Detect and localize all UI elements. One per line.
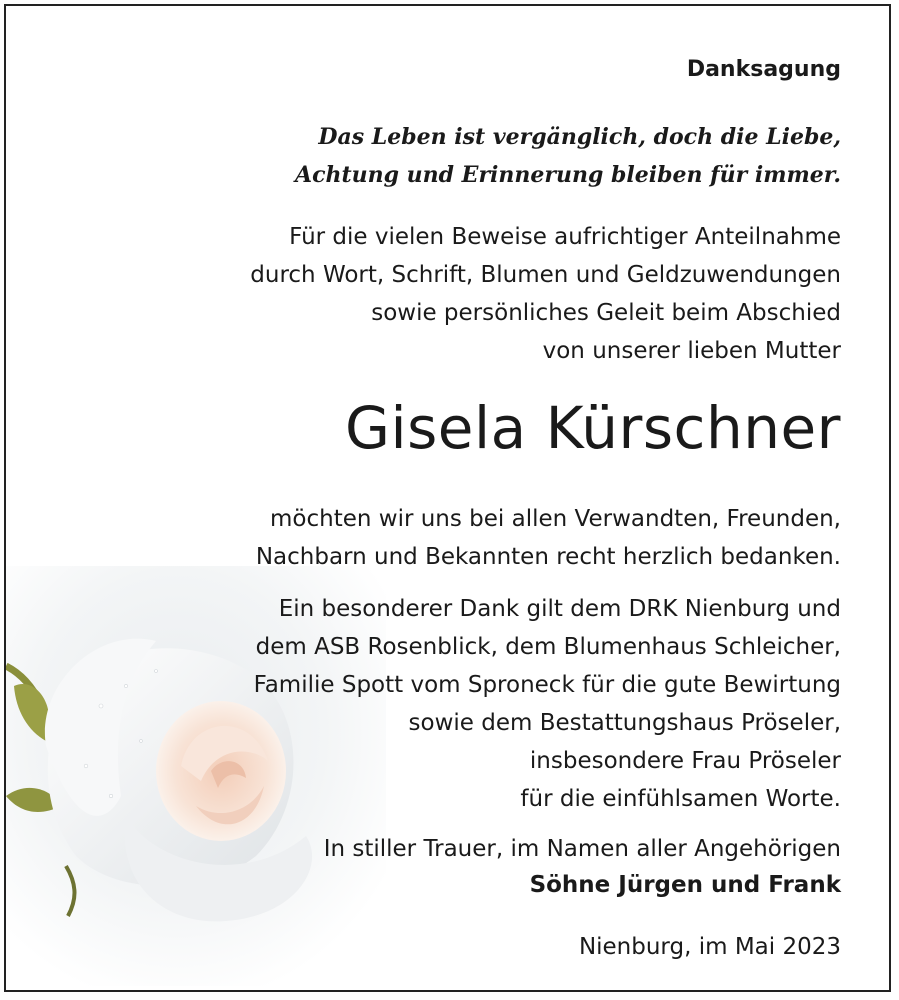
place-date: Nienburg, im Mai 2023 [578,934,841,960]
special-thanks-line: für die einfühlsamen Worte. [520,786,841,812]
special-thanks-line: Familie Spott vom Sproneck für die gute Bewirtung [253,672,841,698]
thanks-line: möchten wir uns bei allen Verwandten, Freunden, [270,506,841,532]
special-thanks-line: Ein besonderer Dank gilt dem DRK Nienburg und [278,596,841,622]
heading: Danksagung [686,57,841,82]
special-thanks-paragraph [254,590,841,818]
intro-line: durch Wort, Schrift, Blumen und Geldzuwendungen [250,262,841,288]
special-thanks-line: insbesondere Frau Pröseler [529,748,841,774]
special-thanks-line: dem ASB Rosenblick, dem Blumenhaus Schleicher, [255,634,841,660]
thanks-paragraph [256,500,841,576]
intro-line: sowie persönliches Geleit beim Abschied [371,300,841,326]
mourning-line: In stiller Trauer, im Namen aller Angehörigen [323,836,841,862]
quote-line: Das Leben ist vergänglich, doch die Liebe, [318,124,841,150]
deceased-name: Gisela Kürschner [345,394,841,462]
memorial-quote [295,118,841,194]
signature: Söhne Jürgen und Frank [529,872,841,898]
intro-line: von unserer lieben Mutter [542,338,841,364]
quote-line: Achtung und Erinnerung bleiben für immer. [295,162,841,188]
intro-paragraph [250,218,841,370]
thanks-line: Nachbarn und Bekannten recht herzlich bedanken. [255,544,841,570]
special-thanks-line: sowie dem Bestattungshaus Pröseler, [408,710,841,736]
intro-line: Für die vielen Beweise aufrichtiger Anteilnahme [289,224,841,250]
obituary-card [4,4,891,992]
